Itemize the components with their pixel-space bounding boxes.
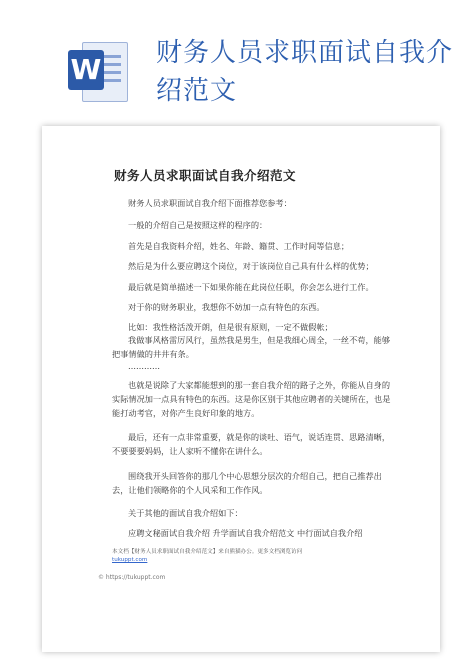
paragraph: 对于你的财务职业，我想你不妨加一点有特色的东西。 xyxy=(128,302,325,312)
word-badge: W xyxy=(68,50,104,90)
paragraph: 关于其他的面试自我介绍如下： xyxy=(128,508,243,518)
footer-link[interactable]: tukuppt.com xyxy=(112,557,148,563)
paragraph: 我做事风格雷厉风行，虽然我是男生，但是我细心周全，一丝不苟，能够把事情做的井井有条。 xyxy=(112,335,391,359)
paragraph: 一般的介绍自己是按照这样的程序的： xyxy=(128,220,268,230)
paragraph: 比如：我性格活泼开朗，但是很有原则，一定不做假帐； xyxy=(128,322,333,332)
header-title: 财务人员求职面试自我介绍范文 xyxy=(156,38,454,106)
ellipsis: ………… xyxy=(128,362,160,371)
paragraph: 最后，还有一点非常重要，就是你的谈吐、语气，说话连贯、思路清晰，不要要要妈妈，让人家听不懂你在讲什么。 xyxy=(112,432,391,456)
paragraph: 也就是说除了大家都能想到的那一套自我介绍的路子之外，你能从自身的实际情况加一点具有特色的东西。这是你区别于其他应聘者的关键所在，也是能打动考官，对你产生良好印象的地方。 xyxy=(112,380,391,418)
footer-note xyxy=(112,548,412,564)
watermark: © https://tukuppt.com xyxy=(98,574,166,581)
paragraph: 应聘文秘面试自我介绍 升学面试自我介绍范文 中行面试自我介绍 xyxy=(128,528,363,538)
icon-line xyxy=(103,79,121,82)
icon-line xyxy=(103,63,121,66)
paragraph: 最后就是简单描述一下如果你能在此岗位任职，你会怎么进行工作。 xyxy=(128,282,374,292)
header-banner xyxy=(0,0,474,112)
paragraph: 财务人员求职面试自我介绍下面推荐您参考： xyxy=(128,198,292,208)
footer-text: 本文档【财务人员求职面试自我介绍范文】来自熊猫办公。更多文档浏览访问 xyxy=(112,549,303,555)
paragraph: 首先是自我资料介绍，姓名、年龄、籍贯、工作时间等信息； xyxy=(128,241,350,251)
paragraph: 然后是为什么要应聘这个岗位，对于该岗位自己具有什么样的优势； xyxy=(128,261,374,271)
paragraph: 围绕我开头回答你的那几个中心思想分层次的介绍自己，把自己推荐出去，让他们领略你的个人风采和工作作风。 xyxy=(112,471,382,495)
icon-line xyxy=(103,55,121,58)
icon-line xyxy=(103,71,121,74)
document-page xyxy=(42,126,440,652)
word-document-icon xyxy=(68,42,128,104)
document-title: 财务人员求职面试自我介绍范文 xyxy=(114,168,297,183)
